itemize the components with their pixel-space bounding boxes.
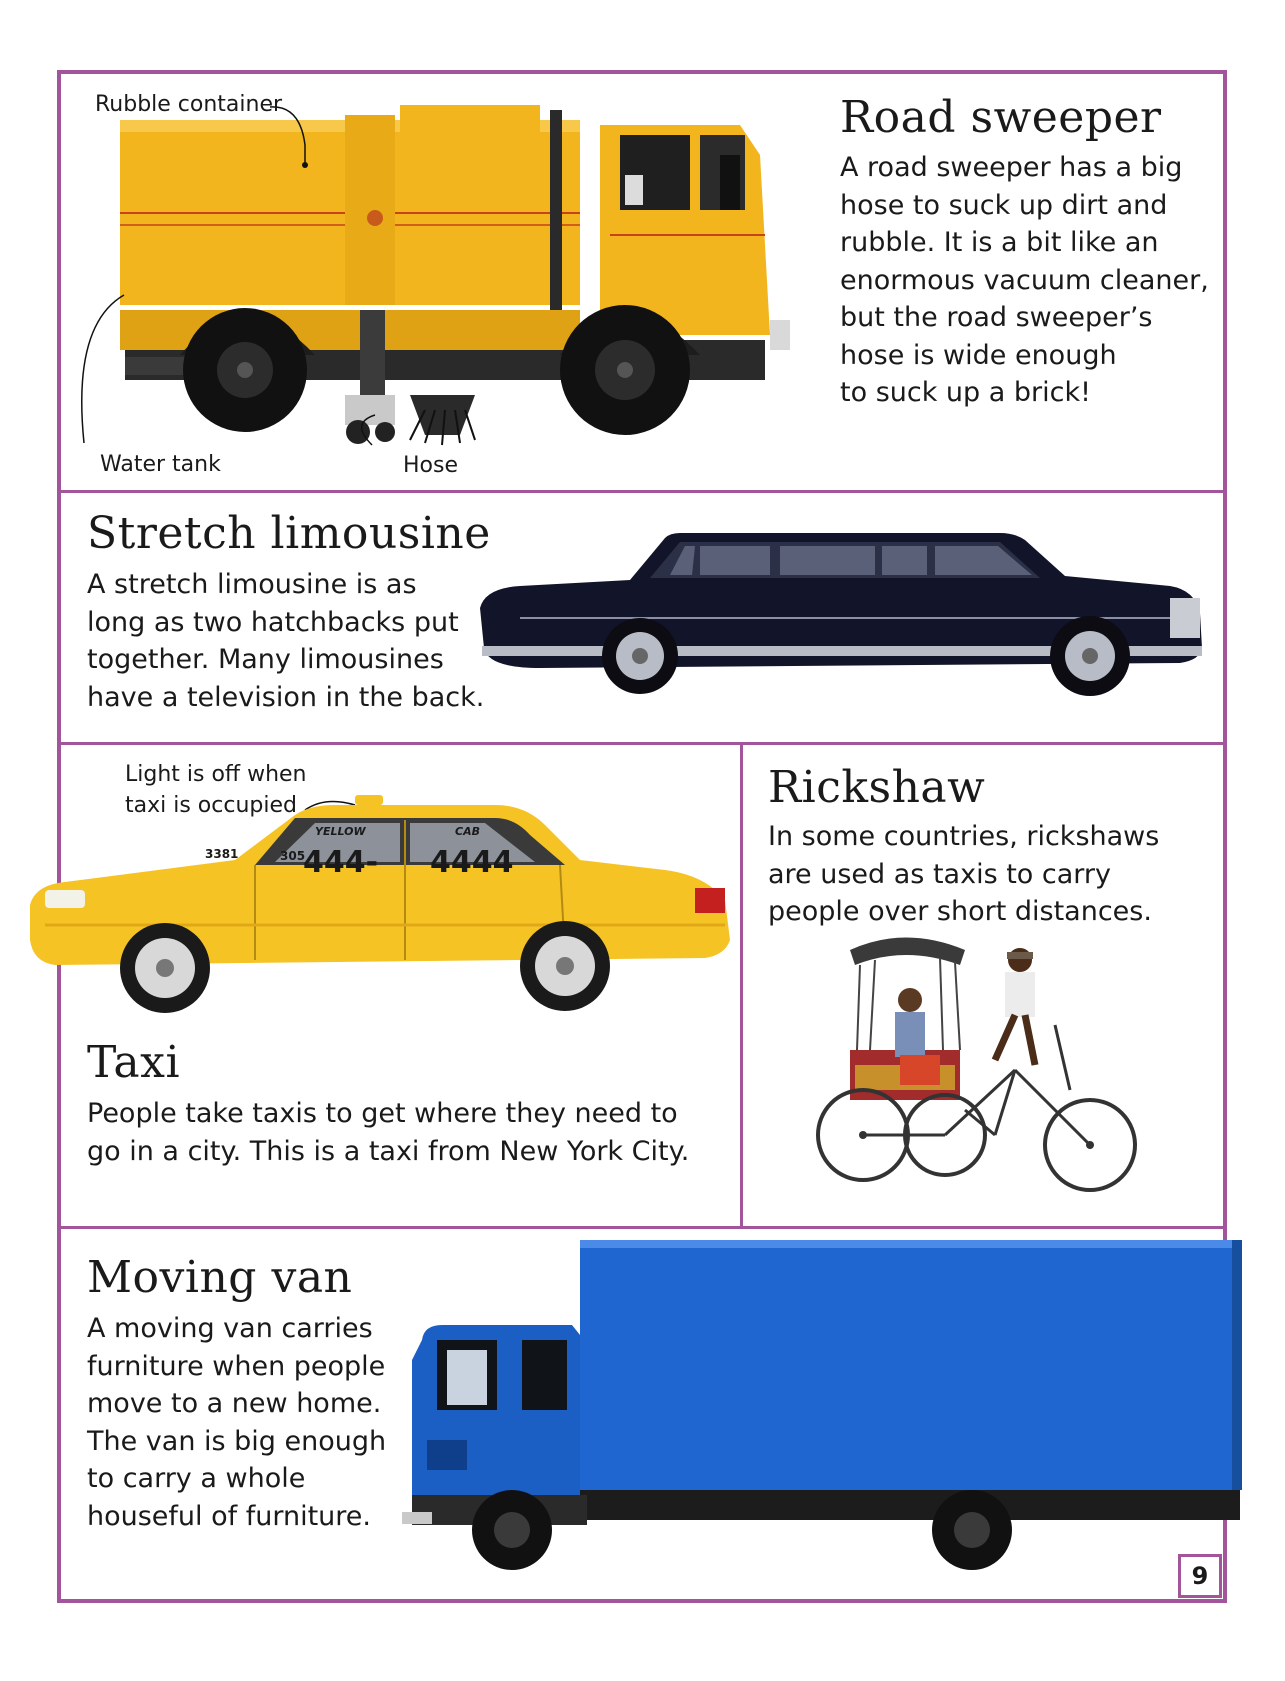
svg-text:444-: 444- [303,845,379,880]
title-rickshaw: Rickshaw [768,762,986,813]
moving-van-illustration [402,1240,1250,1580]
title-stretch-limousine: Stretch limousine [87,508,491,559]
divider-taxi-rickshaw [740,742,743,1228]
label-hose: Hose [403,453,458,478]
label-taxi-light-line2: taxi is occupied [125,793,297,818]
title-taxi: Taxi [87,1037,181,1088]
divider-sweeper-limo [57,490,1227,493]
label-taxi-light-line1: Light is off when [125,762,307,787]
road-sweeper-illustration [80,95,840,480]
text-taxi: People take taxis to get where they need to go in a city. This is a taxi from New York City. [87,1098,690,1167]
stretch-limousine-illustration [480,528,1250,708]
divider-limo-taxi [57,742,1227,745]
svg-text:3381: 3381 [205,847,239,861]
text-moving-van: A moving van carries furniture when people move to a new home. The van is big enough to carry a whole houseful of furniture. [87,1313,387,1532]
text-road-sweeper: A road sweeper has a big hose to suck up dirt and rubble. It is a bit like an enormous vacuum cleaner, but the road sweeper’s hose is wide enough to suck up a brick! [840,152,1209,408]
label-rubble-container: Rubble container [95,92,283,117]
text-stretch-limousine: A stretch limousine is as long as two hatchbacks put together. Many limousines have a television in the back. [87,569,485,713]
title-moving-van: Moving van [87,1252,353,1303]
taxi-illustration [25,790,735,1020]
label-water-tank: Water tank [100,452,221,477]
divider-taxi-van [57,1226,1227,1229]
svg-text:YELLOW: YELLOW [315,825,366,838]
svg-text:CAB: CAB [455,825,480,838]
svg-text:305: 305 [280,849,306,863]
rickshaw-illustration [815,930,1145,1215]
svg-text:4444: 4444 [430,845,514,880]
title-road-sweeper: Road sweeper [840,92,1162,143]
text-rickshaw: In some countries, rickshaws are used as taxis to carry people over short distances. [768,821,1160,927]
page-number: 9 [1178,1554,1222,1598]
